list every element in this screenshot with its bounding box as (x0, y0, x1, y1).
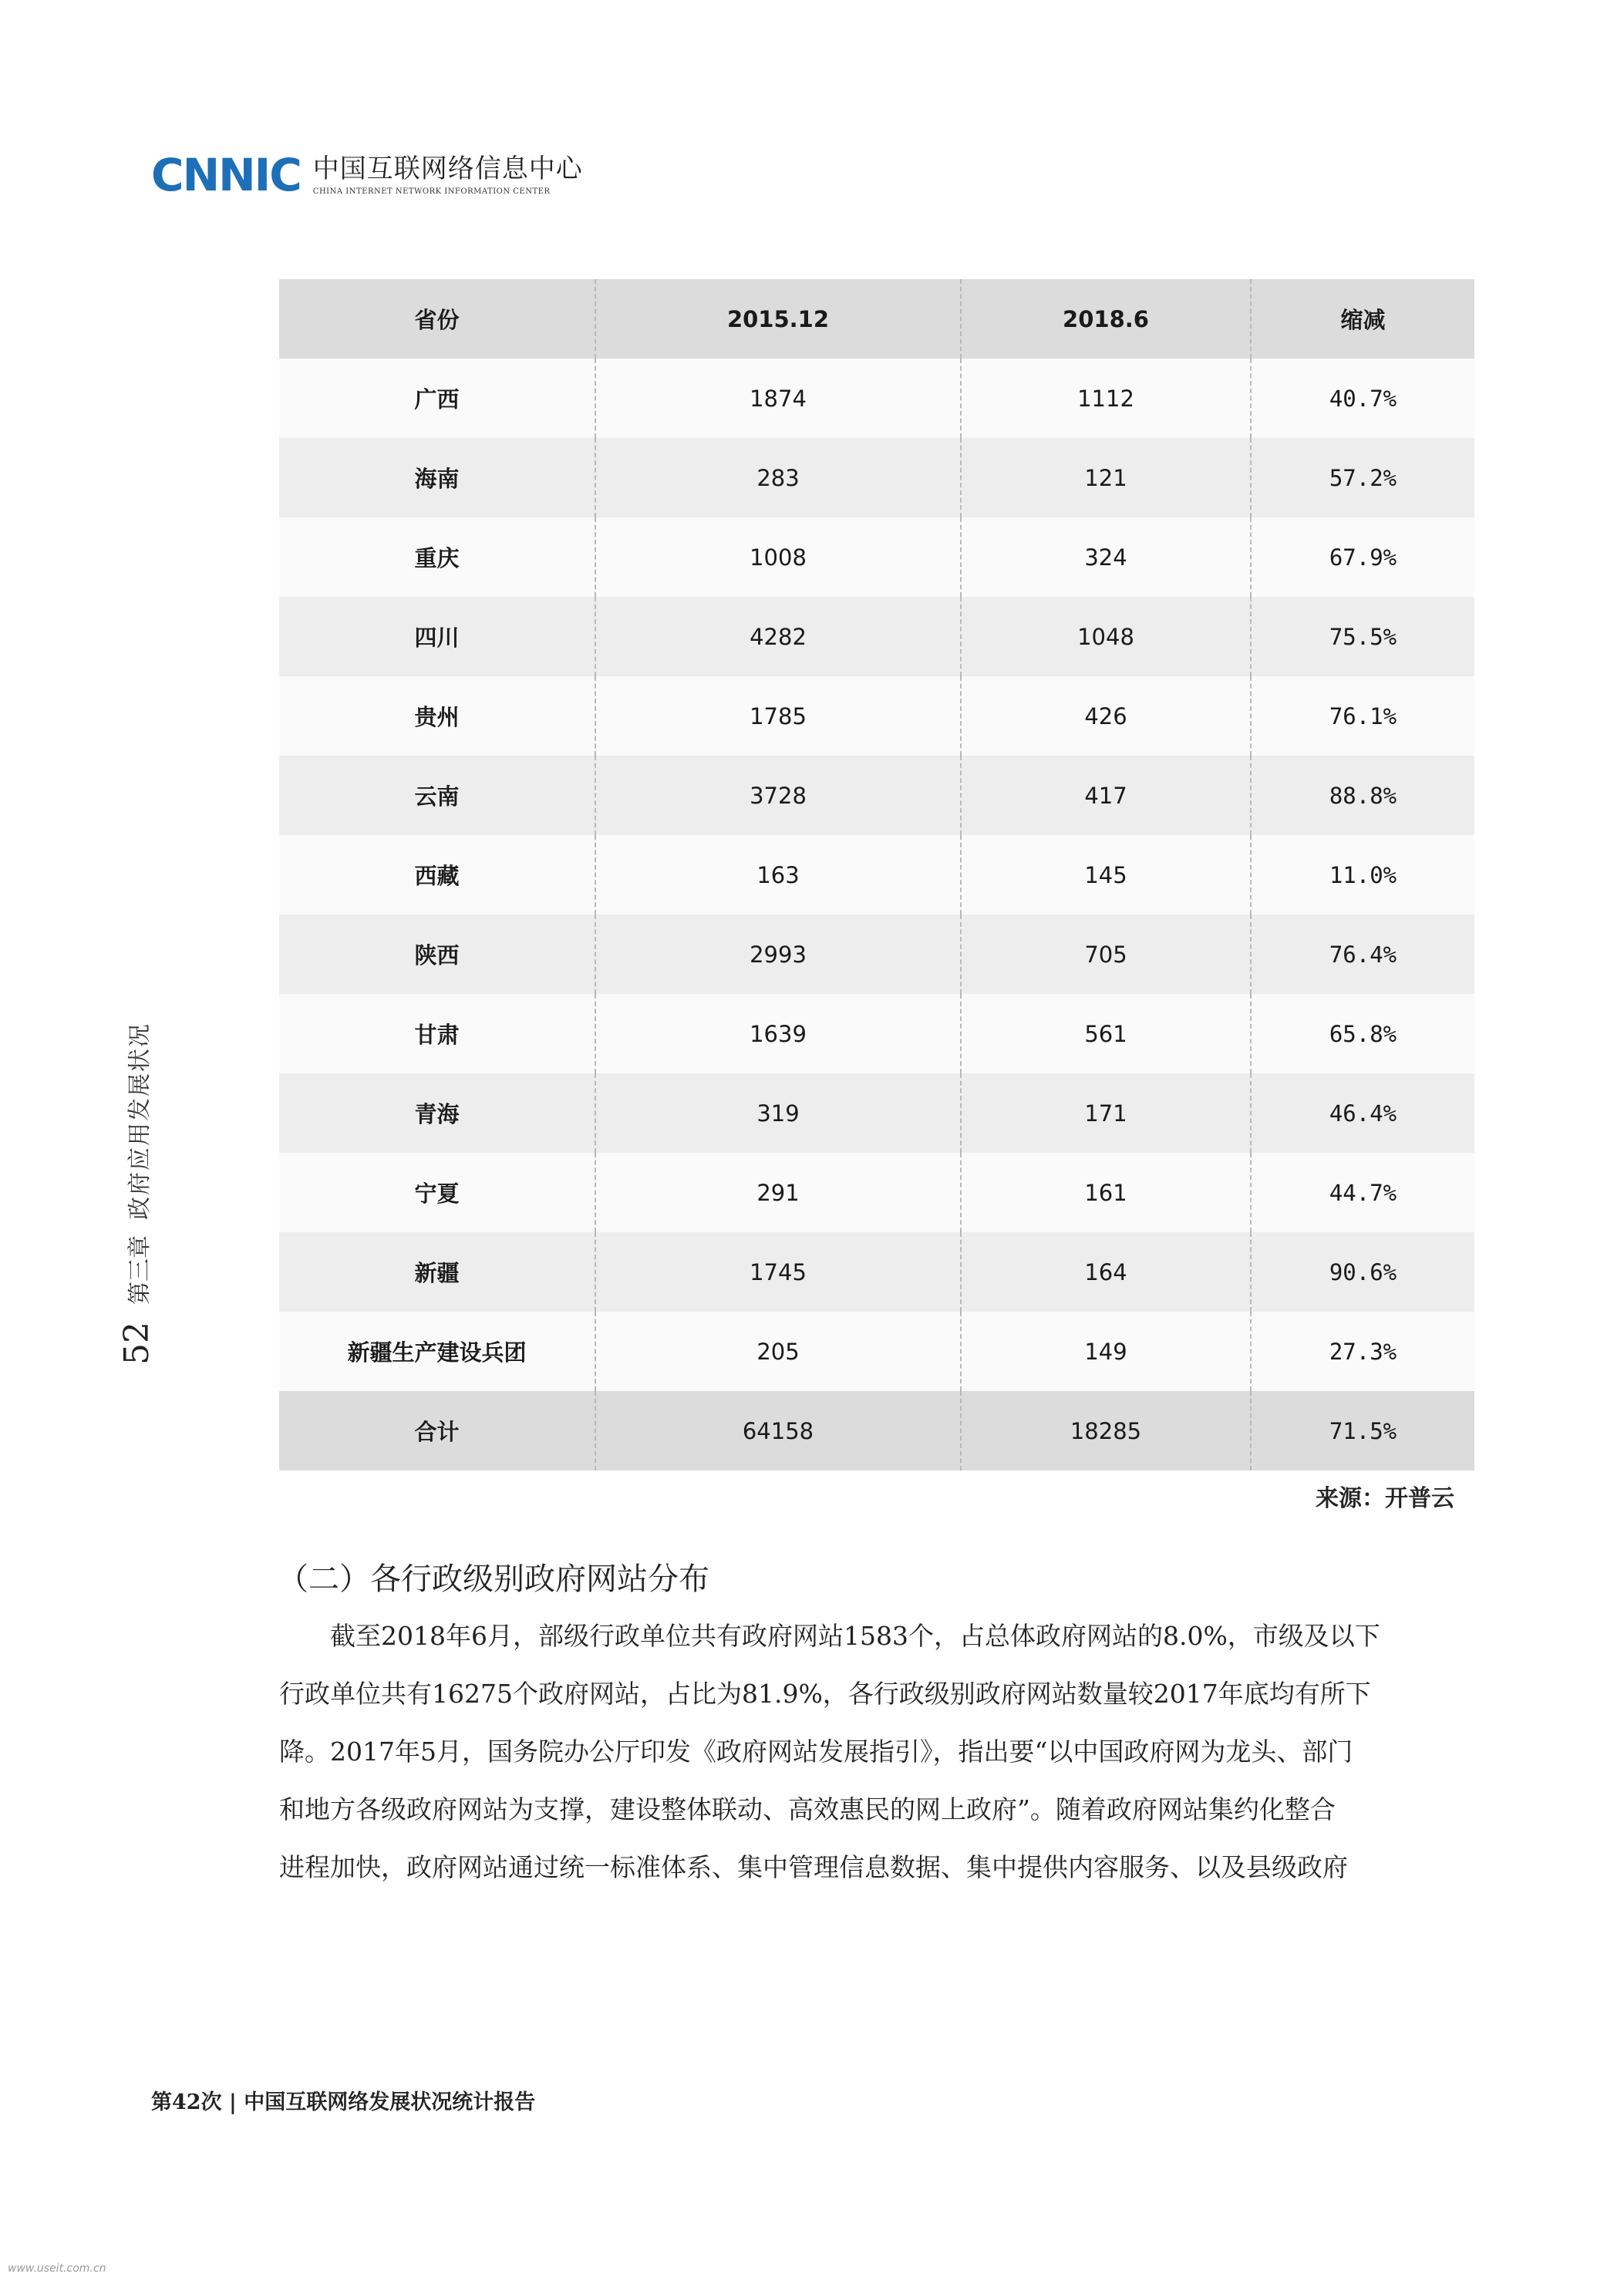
cell-reduction: 67.9% (1251, 517, 1474, 597)
cell-2018-6: 705 (961, 915, 1251, 994)
table-row (279, 1312, 1474, 1391)
header-reduction: 缩减 (1251, 279, 1474, 359)
cell-province: 四川 (414, 625, 460, 651)
logo-text (313, 154, 583, 196)
cell-province: 西藏 (414, 863, 460, 889)
cell-2018-6: 324 (961, 517, 1251, 597)
body-paragraph (279, 1607, 1476, 1896)
table-row (279, 517, 1474, 597)
cell-province: 云南 (414, 783, 460, 810)
cell-2018-6: 121 (961, 438, 1251, 517)
watermark: www.useit.com.cn (8, 2262, 106, 2275)
cell-2015-12: 163 (595, 835, 961, 915)
cell-2015-12: 1639 (595, 994, 961, 1073)
cell-reduction: 11.0% (1251, 835, 1474, 915)
cell-2015-12: 1785 (595, 676, 961, 756)
table-row (279, 1232, 1474, 1312)
body-line: 行政单位共有16275个政府网站，占比为81.9%，各行政级别政府网站数量较2017年底均有所下 (279, 1679, 1371, 1709)
cell-province: 甘肃 (414, 1022, 460, 1048)
cell-province: 合计 (414, 1419, 460, 1445)
cell-province: 青海 (414, 1101, 460, 1127)
cell-2018-6: 18285 (961, 1391, 1251, 1470)
table-row (279, 756, 1474, 835)
cell-2018-6: 426 (961, 676, 1251, 756)
cell-province: 新疆生产建设兵团 (347, 1339, 527, 1366)
header-2015-12: 2015.12 (595, 279, 961, 359)
logo-chinese-name: 中国互联网络信息中心 (312, 153, 583, 184)
cell-reduction: 40.7% (1251, 359, 1474, 438)
cell-2015-12: 1008 (595, 517, 961, 597)
cell-2018-6: 171 (961, 1073, 1251, 1153)
table-row (279, 994, 1474, 1073)
table-row (279, 915, 1474, 994)
cell-reduction: 76.4% (1251, 915, 1474, 994)
cell-reduction: 76.1% (1251, 676, 1474, 756)
section-title: （二）各行政级别政府网站分布 (278, 1561, 709, 1597)
cell-reduction: 71.5% (1251, 1391, 1474, 1470)
page-number: 52 (117, 1322, 157, 1365)
cell-2015-12: 319 (595, 1073, 961, 1153)
cell-reduction: 75.5% (1251, 597, 1474, 676)
body-line: 截至2018年6月，部级行政单位共有政府网站1583个，占总体政府网站的8.0%，市级及以下 (279, 1621, 1380, 1651)
header-province: 省份 (414, 307, 460, 333)
cell-2015-12: 1745 (595, 1232, 961, 1312)
cell-2015-12: 64158 (595, 1391, 961, 1470)
cell-reduction: 44.7% (1251, 1153, 1474, 1232)
cell-reduction: 65.8% (1251, 994, 1474, 1073)
cell-province: 贵州 (414, 704, 460, 730)
cell-2015-12: 1874 (595, 359, 961, 438)
cell-2018-6: 164 (961, 1232, 1251, 1312)
cell-2015-12: 291 (595, 1153, 961, 1232)
cnnic-logo (151, 149, 583, 201)
cell-reduction: 46.4% (1251, 1073, 1474, 1153)
table-row (279, 1073, 1474, 1153)
cnnic-logo-mark: CNNIC (151, 149, 301, 201)
cell-reduction: 27.3% (1251, 1312, 1474, 1391)
table-row (279, 835, 1474, 915)
source-note: 来源：开普云 (1316, 1485, 1454, 1512)
province-website-table (279, 279, 1474, 1470)
cell-province: 陕西 (414, 942, 460, 969)
cell-reduction: 88.8% (1251, 756, 1474, 835)
table-total-row (279, 1391, 1474, 1470)
body-line: 降。2017年5月，国务院办公厅印发《政府网站发展指引》，指出要“以中国政府网为龙头、部门 (279, 1737, 1353, 1767)
body-line: 和地方各级政府网站为支撑，建设整体联动、高效惠民的网上政府”。随着政府网站集约化整合 (279, 1794, 1336, 1824)
chapter-label: 第三章 (126, 1235, 153, 1305)
table-row (279, 676, 1474, 756)
table-row (279, 438, 1474, 517)
cell-province: 新疆 (414, 1260, 460, 1286)
page-footer: 第42次 | 中国互联网络发展状况统计报告 (151, 2090, 536, 2114)
cell-2018-6: 1048 (961, 597, 1251, 676)
cell-province: 重庆 (414, 545, 460, 571)
cell-2018-6: 1112 (961, 359, 1251, 438)
table-row (279, 359, 1474, 438)
cell-province: 海南 (414, 466, 460, 492)
cell-reduction: 57.2% (1251, 438, 1474, 517)
cell-2018-6: 417 (961, 756, 1251, 835)
cell-2018-6: 145 (961, 835, 1251, 915)
table-row (279, 597, 1474, 676)
side-running-head (94, 948, 156, 1365)
table-header-row (279, 279, 1474, 359)
chapter-title: 政府应用发展状况 (126, 1022, 153, 1220)
cell-province: 广西 (414, 386, 460, 413)
cell-2018-6: 161 (961, 1153, 1251, 1232)
cell-2015-12: 3728 (595, 756, 961, 835)
cell-2015-12: 205 (595, 1312, 961, 1391)
cell-2015-12: 4282 (595, 597, 961, 676)
cell-2015-12: 283 (595, 438, 961, 517)
cell-reduction: 90.6% (1251, 1232, 1474, 1312)
cell-2018-6: 561 (961, 994, 1251, 1073)
cell-2015-12: 2993 (595, 915, 961, 994)
table-row (279, 1153, 1474, 1232)
cell-province: 宁夏 (414, 1181, 460, 1207)
logo-english-name: CHINA INTERNET NETWORK INFORMATION CENTER (312, 187, 551, 197)
cell-2018-6: 149 (961, 1312, 1251, 1391)
body-line: 进程加快，政府网站通过统一标准体系、集中管理信息数据、集中提供内容服务、以及县级政府 (279, 1852, 1348, 1882)
header-2018-6: 2018.6 (961, 279, 1251, 359)
